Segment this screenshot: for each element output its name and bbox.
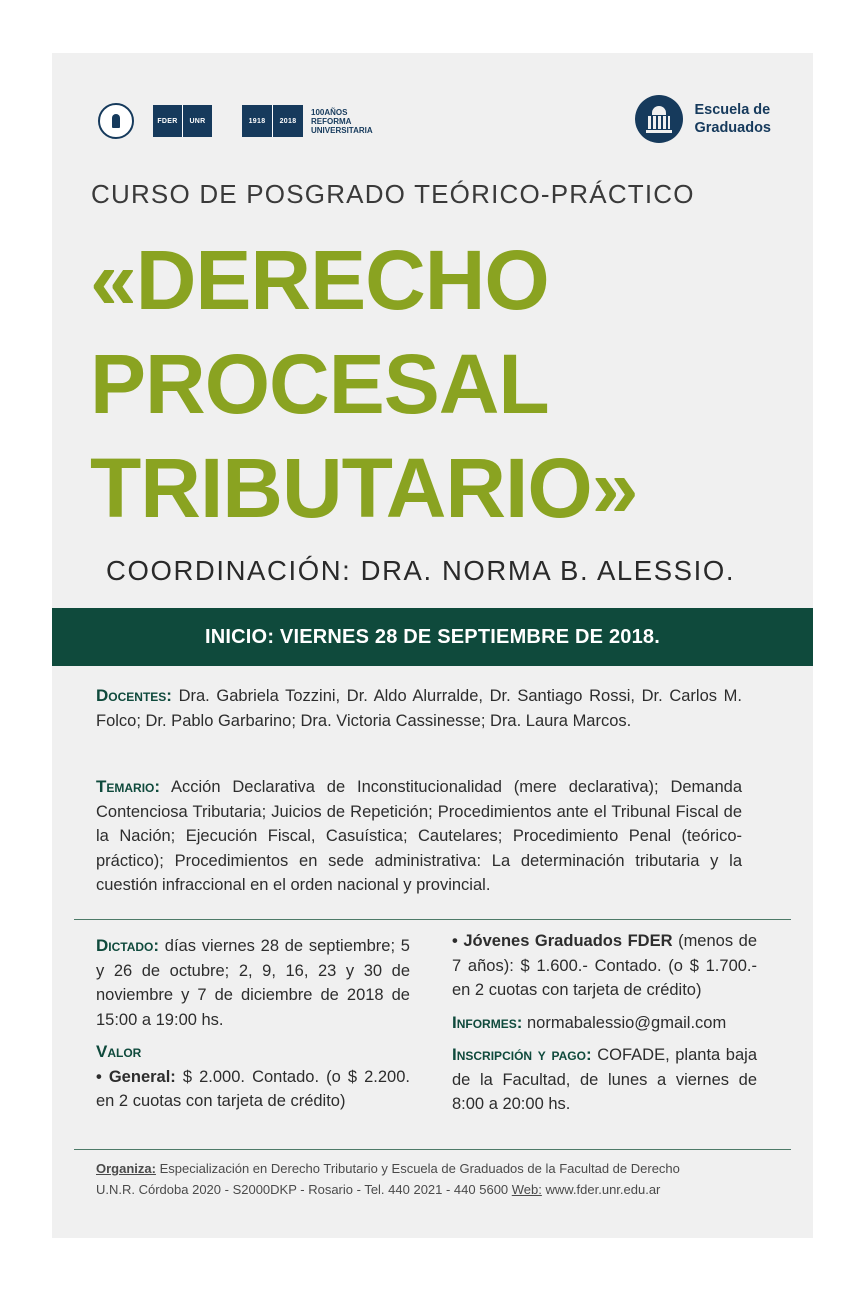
docentes-label: Docentes: bbox=[96, 686, 172, 705]
divider-top bbox=[74, 919, 791, 920]
year-start: 1918 bbox=[242, 105, 273, 137]
course-title bbox=[90, 228, 637, 540]
header-logos bbox=[98, 101, 373, 141]
fder-label: FDER bbox=[153, 105, 183, 137]
jovenes-label: • Jóvenes Graduados FDER bbox=[452, 932, 673, 950]
valor-label: Valor bbox=[96, 1042, 142, 1061]
dictado-text: días viernes 28 de septiembre; 5 y 26 de octubre; 2, 9, 16, 23 y 30 de noviembre y 7 de diciembre de 2018 de 15:00 a 19:00 hs. bbox=[96, 937, 410, 1029]
unr-label: UNR bbox=[183, 105, 212, 137]
dictado-label: Dictado: bbox=[96, 936, 160, 955]
temario-section bbox=[96, 775, 742, 898]
valor-section bbox=[96, 1040, 410, 1065]
jovenes-text: (menos de 7 años): $ 1.600.- Contado. (o $ 1.700.- en 2 cuotas con tarjeta de crédito) bbox=[452, 932, 757, 999]
fder-unr-logo bbox=[153, 105, 212, 137]
organiza-label: Organiza: bbox=[96, 1161, 156, 1176]
course-title-line-3: TRIBUTARIO» bbox=[90, 441, 638, 535]
poster bbox=[52, 53, 813, 1238]
escuela-line-2: Graduados bbox=[694, 120, 771, 136]
valor-general bbox=[96, 1065, 410, 1114]
inscripcion-section bbox=[452, 1043, 757, 1117]
inscripcion-label: Inscripción y pago: bbox=[452, 1045, 592, 1064]
reforma-line-3: UNIVERSITARIA bbox=[311, 125, 373, 135]
reforma-logo bbox=[242, 105, 303, 137]
course-title-line-1: «DERECHO bbox=[90, 233, 549, 327]
left-column bbox=[96, 934, 410, 1114]
inicio-banner bbox=[52, 608, 813, 666]
inscripcion-text: COFADE, planta baja de la Facultad, de lunes a viernes de 8:00 a 20:00 hs. bbox=[452, 1046, 757, 1113]
escuela-line-1: Escuela de bbox=[694, 102, 771, 118]
year-end: 2018 bbox=[273, 105, 303, 137]
footer-organiza bbox=[96, 1158, 786, 1179]
informes-label: Informes: bbox=[452, 1012, 523, 1032]
web-url: www.fder.unr.edu.ar bbox=[541, 1182, 661, 1197]
right-column bbox=[452, 929, 757, 1117]
docentes-section bbox=[96, 684, 742, 733]
inicio-text: INICIO: VIERNES 28 DE SEPTIEMBRE DE 2018. bbox=[205, 625, 660, 648]
temario-label: Temario: bbox=[96, 777, 161, 796]
docentes-text: Dra. Gabriela Tozzini, Dr. Aldo Alurralde, Dr. Santiago Rossi, Dr. Carlos M. Folco; Dr. Pablo Garbarino; Dra. Victoria Cassinesse; Dra. Laura Marcos. bbox=[96, 687, 742, 730]
footer bbox=[96, 1158, 786, 1200]
coordinacion: COORDINACIÓN: DRA. NORMA B. ALESSIO. bbox=[106, 555, 736, 586]
general-text: $ 2.000. Contado. (o $ 2.200. en 2 cuotas con tarjeta de crédito) bbox=[96, 1067, 410, 1110]
valor-jovenes bbox=[452, 929, 757, 1003]
escuela-text bbox=[694, 101, 771, 137]
reforma-line-2: REFORMA bbox=[311, 116, 352, 126]
course-subtitle: CURSO DE POSGRADO TEÓRICO-PRÁCTICO bbox=[91, 179, 695, 209]
organiza-text: Especialización en Derecho Tributario y Escuela de Graduados de la Facultad de Derecho bbox=[155, 1161, 680, 1176]
escuela-graduados-logo bbox=[635, 95, 771, 143]
footer-address bbox=[96, 1179, 786, 1200]
web-label: Web: bbox=[511, 1182, 542, 1197]
general-label: • General: bbox=[96, 1067, 176, 1086]
divider-bottom bbox=[74, 1149, 791, 1150]
reforma-line-1: 100AÑOS bbox=[311, 107, 348, 117]
informes-email: normabalessio@gmail.com bbox=[522, 1013, 727, 1032]
informes-section bbox=[452, 1011, 757, 1036]
building-icon bbox=[635, 95, 683, 143]
dictado-section bbox=[96, 934, 410, 1032]
reforma-text bbox=[311, 108, 373, 135]
temario-text: Acción Declarativa de Inconstitucionalidad (mere declarativa); Demanda Contenciosa Tributaria; Juicios de Repetición; Procedimientos ante el Tribunal Fiscal de la Nación; Ejecución Fiscal, Casuística; Cautelares; Procedimiento Penal (teórico-práctico); Procedimientos en sede administrativa: La determinación tributaria y la cuestión infraccional en el orden nacional y provincial. bbox=[96, 778, 742, 894]
course-title-line-2: PROCESAL bbox=[90, 337, 549, 431]
unr-seal-icon bbox=[98, 103, 134, 139]
address-text: U.N.R. Córdoba 2020 - S2000DKP - Rosario - Tel. 440 2021 - 440 5600 bbox=[96, 1182, 512, 1197]
